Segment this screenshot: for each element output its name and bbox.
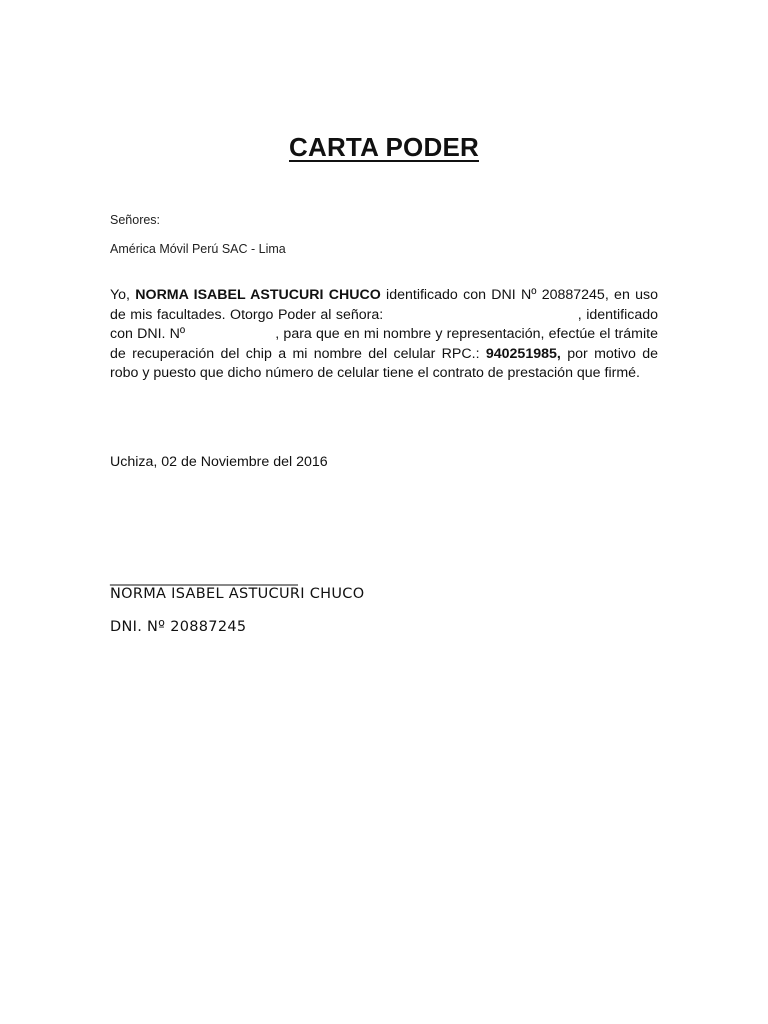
document-title: CARTA PODER (289, 132, 479, 162)
greeting: Señores: (110, 213, 161, 227)
phone-number: 940251985, (485, 345, 561, 362)
body-text-part-2: identificado con DNI Nº 20887245, en uso de mis facultades. Otorgo Poder al señora: (110, 287, 658, 323)
grantor-name: NORMA ISABEL ASTUCURI CHUCO (135, 287, 381, 303)
letter-body (110, 286, 658, 384)
signature-line: ____________________________ (110, 570, 298, 586)
body-text-part-3: , identificado con DNI. Nº (110, 306, 658, 343)
body-text-part-4: , para que en mi nombre y representación, efectúe el trámite de recuperación del chip a mi nombre del celular RPC.: (110, 326, 658, 362)
signature-dni: DNI. Nº 20887245 (110, 619, 247, 635)
body-text-part-5: por motivo de robo y puesto que dicho número de celular tiene el contrato de prestación que firmé. (110, 345, 658, 382)
body-intro: Yo, (110, 287, 136, 303)
signature-name: NORMA ISABEL ASTUCURI CHUCO (110, 586, 365, 602)
place-date: Uchiza, 02 de Noviembre del 2016 (110, 454, 328, 470)
recipient: América Móvil Perú SAC - Lima (110, 242, 286, 256)
